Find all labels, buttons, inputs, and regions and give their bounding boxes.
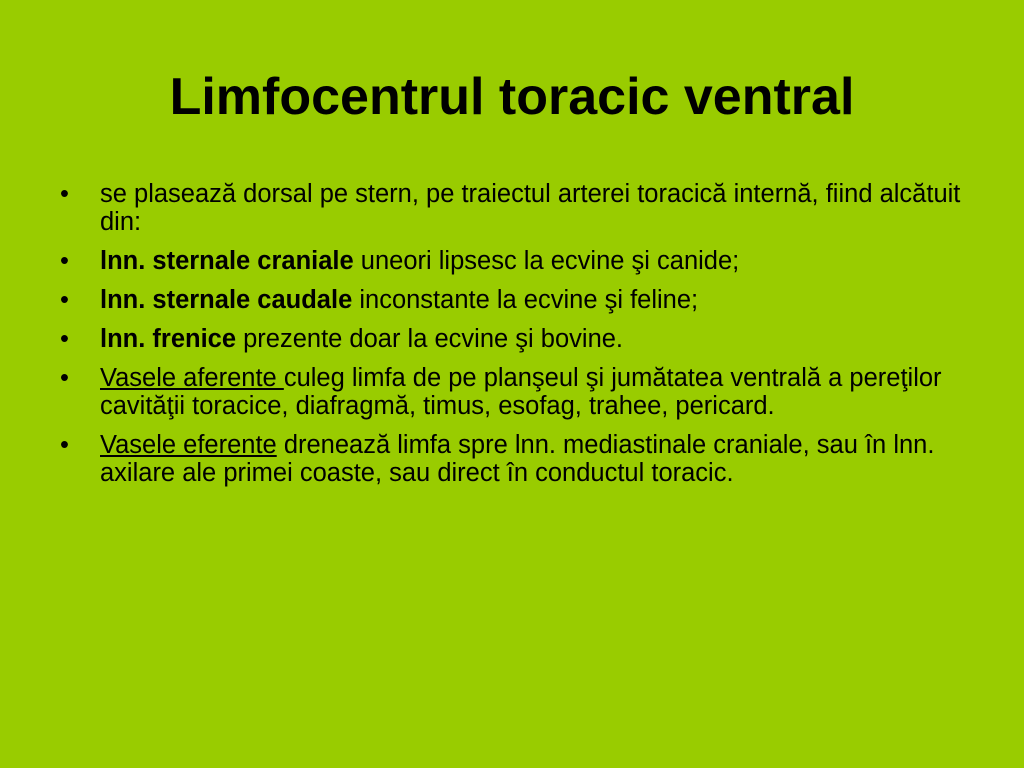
bullet-item-frenice [60,325,990,353]
bullet-lead: lnn. sternale craniale [100,247,354,275]
bullet-text: uneori lipsesc la ecvine şi canide; [353,247,740,275]
bullet-icon: • [60,325,69,353]
bullet-lead: lnn. sternale caudale [100,286,353,314]
bullet-lead: Vasele aferente [100,364,284,392]
bullet-lead: Vasele eferente [100,431,277,459]
bullet-text: prezente doar la ecvine şi bovine. [236,325,624,353]
bullet-icon: • [60,180,69,208]
bullet-item-vasele-aferente [60,364,990,420]
bullet-list [60,180,990,498]
bullet-icon: • [60,364,69,392]
bullet-item-vasele-eferente [60,431,990,487]
bullet-icon: • [60,247,69,275]
bullet-text: drenează limfa spre lnn. mediastinale craniale, sau în lnn. axilare ale primei coaste, sau direct în conductul toracic. [100,431,935,487]
bullet-icon: • [60,286,69,314]
bullet-text: inconstante la ecvine şi feline; [352,286,699,314]
bullet-text: culeg limfa de pe planşeul şi jumătatea ventrală a pereţilor cavităţii toracice, diafragmă, timus, esofag, trahee, pericard. [100,364,942,420]
bullet-item-sternale-craniale [60,247,990,275]
slide-title: Limfocentrul toracic ventral [169,68,855,126]
bullet-text: se plasează dorsal pe stern, pe traiectul arterei toracică internă, fiind alcătuit din: [100,180,961,236]
bullet-item-location [60,180,990,236]
bullet-icon: • [60,431,69,459]
bullet-lead: lnn. frenice [100,325,237,353]
bullet-item-sternale-caudale [60,286,990,314]
